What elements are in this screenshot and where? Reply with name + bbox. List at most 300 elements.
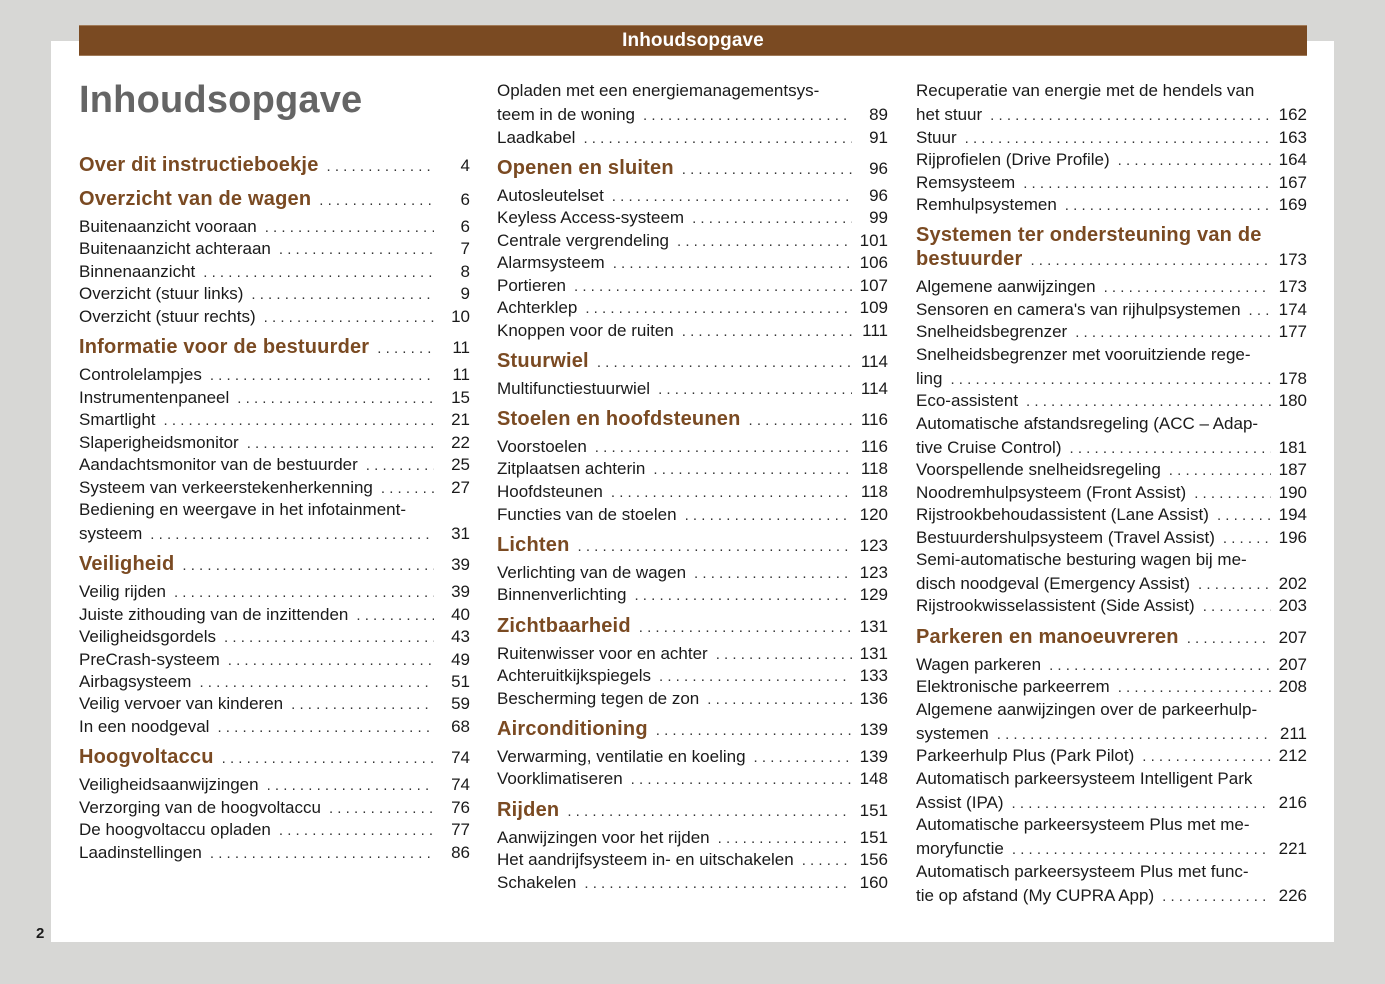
toc-page-number[interactable]: 163 <box>1278 128 1307 147</box>
toc-entry-text[interactable]: tie op afstand (My CUPRA App) <box>916 886 1155 905</box>
toc-entry-text[interactable]: Functies van de stoelen <box>497 505 677 524</box>
toc-entry-text[interactable]: Zitplaatsen achterin <box>497 459 646 478</box>
toc-entry[interactable] <box>79 453 470 476</box>
toc-entry[interactable] <box>79 305 470 328</box>
toc-page-number[interactable]: 96 <box>869 186 888 205</box>
toc-section-heading[interactable] <box>79 551 470 577</box>
toc-entry-text[interactable]: Automatisch parkeersysteem Intelligent Park <box>916 769 1253 788</box>
toc-entry[interactable] <box>497 184 888 207</box>
toc-heading-text[interactable]: Veiligheid <box>79 553 175 575</box>
toc-entry-text[interactable]: Remhulpsystemen <box>916 195 1057 214</box>
toc-page-number[interactable]: 212 <box>1278 746 1307 765</box>
toc-entry[interactable] <box>916 412 1307 459</box>
dot-leader <box>597 350 852 376</box>
toc-section-heading[interactable] <box>79 334 470 360</box>
toc-entry-text[interactable]: Veiligheidsaanwijzingen <box>79 775 259 794</box>
toc-page-number[interactable]: 118 <box>860 482 888 501</box>
toc-page-number[interactable]: 177 <box>1278 322 1307 341</box>
toc-entry-text[interactable]: Binnenverlichting <box>497 585 627 604</box>
toc-page-number[interactable]: 11 <box>452 338 470 357</box>
toc-page-number[interactable]: 114 <box>860 352 888 371</box>
toc-entry-text[interactable]: Wagen parkeren <box>916 655 1042 674</box>
toc-heading-text[interactable]: Stuurwiel <box>497 350 589 372</box>
toc-entry[interactable] <box>79 818 470 841</box>
dot-leader <box>327 154 434 180</box>
toc-page-number[interactable]: 202 <box>1278 574 1307 593</box>
toc-entry-text[interactable]: tive Cruise Control) <box>916 438 1062 457</box>
toc-entry-text[interactable]: Knoppen voor de ruiten <box>497 321 674 340</box>
toc-page-number[interactable]: 120 <box>859 505 888 524</box>
dot-leader <box>574 275 852 298</box>
toc-entry-text[interactable]: Autosleutelset <box>497 186 604 205</box>
toc-page-number[interactable]: 6 <box>460 190 470 209</box>
toc-entry-text[interactable]: Buitenaanzicht vooraan <box>79 217 257 236</box>
toc-section-heading[interactable] <box>79 744 470 770</box>
toc-page-number[interactable]: 43 <box>451 627 470 646</box>
toc-entry-text[interactable]: Laadkabel <box>497 128 576 147</box>
toc-page-number[interactable]: 27 <box>451 478 470 497</box>
toc-page-number[interactable]: 39 <box>451 555 470 574</box>
toc-entry[interactable] <box>79 260 470 283</box>
toc-entry[interactable] <box>916 458 1307 481</box>
toc-entry-text[interactable]: Voorklimatiseren <box>497 769 623 788</box>
toc-entry-text[interactable]: Voorstoelen <box>497 437 587 456</box>
toc-entry-text[interactable]: Bescherming tegen de zon <box>497 689 700 708</box>
toc-entry-text[interactable]: Verzorging van de hoogvoltaccu <box>79 798 321 817</box>
toc-entry-text[interactable]: Remsysteem <box>916 173 1016 192</box>
toc-entry[interactable] <box>79 498 470 545</box>
dot-leader <box>1203 595 1271 618</box>
toc-entry-text[interactable]: Laadinstellingen <box>79 843 202 862</box>
toc-entry-text[interactable]: disch noodgeval (Emergency Assist) <box>916 574 1191 593</box>
page-title: Inhoudsopgave <box>79 79 363 121</box>
toc-entry[interactable] <box>79 648 470 671</box>
toc-heading-text[interactable]: Over dit instructieboekje <box>79 154 319 176</box>
toc-page-number[interactable]: 190 <box>1278 483 1307 502</box>
toc-page-number[interactable]: 25 <box>451 455 470 474</box>
toc-heading-text[interactable]: Lichten <box>497 534 570 556</box>
toc-entry-text[interactable]: Schakelen <box>497 873 577 892</box>
toc-page-number[interactable]: 151 <box>859 828 888 847</box>
toc-entry-text[interactable]: Overzicht (stuur links) <box>79 284 244 303</box>
toc-page-number[interactable]: 178 <box>1278 369 1307 388</box>
dot-leader <box>247 432 434 455</box>
toc-entry[interactable] <box>79 215 470 238</box>
toc-entry[interactable] <box>79 282 470 305</box>
toc-page-number[interactable]: 167 <box>1278 173 1307 192</box>
toc-entry-text[interactable]: Stuur <box>916 128 957 147</box>
dot-leader <box>716 643 852 666</box>
toc-entry[interactable] <box>916 813 1307 860</box>
dot-leader <box>682 320 852 343</box>
toc-entry-text[interactable]: ling <box>916 369 943 388</box>
toc-entry-text[interactable]: Aandachtsmonitor van de bestuurder <box>79 455 358 474</box>
toc-entry-text[interactable]: Rijprofielen (Drive Profile) <box>916 150 1110 169</box>
toc-page-number[interactable]: 180 <box>1278 391 1307 410</box>
toc-page-number[interactable]: 101 <box>859 231 888 250</box>
toc-page-number[interactable]: 111 <box>862 321 888 340</box>
toc-entry[interactable] <box>79 363 470 386</box>
toc-page-number[interactable]: 123 <box>859 563 888 582</box>
toc-section-heading[interactable] <box>79 152 470 178</box>
toc-page-number[interactable]: 9 <box>460 284 470 303</box>
toc-entry[interactable] <box>497 457 888 480</box>
toc-entry-text[interactable]: Eco-assistent <box>916 391 1019 410</box>
toc-page-number[interactable]: 77 <box>451 820 470 839</box>
toc-entry-text[interactable]: Noodremhulpsysteem (Front Assist) <box>916 483 1187 502</box>
dot-leader <box>682 157 852 183</box>
toc-entry-text[interactable]: Juiste zithouding van de inzittenden <box>79 605 349 624</box>
toc-entry-text[interactable]: Algemene aanwijzingen over de parkeerhulp- <box>916 700 1258 719</box>
dot-leader <box>1070 437 1271 460</box>
toc-page-number[interactable]: 123 <box>859 536 888 555</box>
toc-entry[interactable] <box>497 848 888 871</box>
toc-entry[interactable] <box>79 670 470 693</box>
toc-heading-text[interactable]: Parkeren en manoeuvreren <box>916 626 1179 648</box>
toc-entry-text[interactable]: systeem <box>79 524 143 543</box>
toc-entry-text[interactable]: Veiligheidsgordels <box>79 627 217 646</box>
toc-page-number[interactable]: 11 <box>452 365 470 384</box>
toc-page-number[interactable]: 68 <box>451 717 470 736</box>
toc-entry[interactable] <box>916 126 1307 149</box>
toc-entry[interactable] <box>497 229 888 252</box>
toc-entry[interactable] <box>79 773 470 796</box>
toc-entry[interactable] <box>916 275 1307 298</box>
toc-entry[interactable] <box>79 692 470 715</box>
toc-entry[interactable] <box>497 767 888 790</box>
toc-page-number[interactable]: 106 <box>859 253 888 272</box>
toc-entry-text[interactable]: Binnenaanzicht <box>79 262 196 281</box>
toc-page-number[interactable]: 181 <box>1278 438 1307 457</box>
toc-entry[interactable] <box>497 687 888 710</box>
toc-entry-text[interactable]: Verlichting van de wagen <box>497 563 687 582</box>
toc-entry-text[interactable]: Automatische afstandsregeling (ACC – Adap- <box>916 414 1259 433</box>
toc-entry[interactable] <box>497 664 888 687</box>
toc-entry-text[interactable]: Buitenaanzicht achteraan <box>79 239 271 258</box>
toc-page-number[interactable]: 194 <box>1278 505 1307 524</box>
toc-entry[interactable] <box>916 860 1307 907</box>
toc-entry-text[interactable]: Automatisch parkeersysteem Plus met func- <box>916 862 1249 881</box>
toc-page-number[interactable]: 8 <box>460 262 470 281</box>
toc-entry-text[interactable]: Portieren <box>497 276 566 295</box>
toc-page-number[interactable]: 86 <box>451 843 470 862</box>
toc-page-number[interactable]: 116 <box>860 410 888 429</box>
toc-entry[interactable] <box>916 744 1307 767</box>
toc-entry-text[interactable]: Veilig rijden <box>79 582 166 601</box>
toc-entry-text[interactable]: In een noodgeval <box>79 717 210 736</box>
toc-entry-text[interactable]: teem in de woning <box>497 105 635 124</box>
toc-entry[interactable] <box>916 698 1307 745</box>
toc-page-number[interactable]: 96 <box>869 159 888 178</box>
toc-entry[interactable] <box>916 320 1307 343</box>
toc-page-number[interactable]: 173 <box>1278 250 1307 269</box>
toc-entry-text[interactable]: Centrale vergrendeling <box>497 231 669 250</box>
toc-entry[interactable] <box>916 389 1307 412</box>
dot-leader <box>210 842 434 865</box>
toc-entry-text[interactable]: Snelheidsbegrenzer met vooruitziende rege- <box>916 345 1251 364</box>
toc-entry-text[interactable]: PreCrash-systeem <box>79 650 220 669</box>
toc-page-number[interactable]: 216 <box>1278 793 1307 812</box>
toc-page-number[interactable]: 174 <box>1278 300 1307 319</box>
toc-heading-text[interactable]: Zichtbaarheid <box>497 615 631 637</box>
toc-entry[interactable] <box>79 476 470 499</box>
toc-entry[interactable] <box>916 171 1307 194</box>
toc-heading-text[interactable]: Overzicht van de wagen <box>79 188 312 210</box>
toc-section-heading[interactable] <box>497 348 888 374</box>
toc-entry-text[interactable]: Verwarming, ventilatie en koeling <box>497 747 746 766</box>
toc-entry-text[interactable]: Assist (IPA) <box>916 793 1004 812</box>
dot-leader <box>267 774 434 797</box>
toc-page-number[interactable]: 6 <box>460 217 470 236</box>
toc-page-number[interactable]: 114 <box>860 379 888 398</box>
toc-entry[interactable] <box>497 826 888 849</box>
toc-entry-text[interactable]: Rijstrookwisselassistent (Side Assist) <box>916 596 1195 615</box>
toc-entry[interactable] <box>916 548 1307 595</box>
toc-entry-text[interactable]: Opladen met een energiemanagementsys- <box>497 81 820 100</box>
toc-section-heading[interactable] <box>497 613 888 639</box>
toc-entry[interactable] <box>497 561 888 584</box>
toc-page-number[interactable]: 208 <box>1278 677 1307 696</box>
dot-leader <box>707 688 851 711</box>
toc-entry-text[interactable]: het stuur <box>916 105 983 124</box>
toc-entry[interactable] <box>79 408 470 431</box>
toc-entry[interactable] <box>497 871 888 894</box>
dot-leader <box>150 523 434 546</box>
toc-page-number[interactable]: 133 <box>859 666 888 685</box>
toc-entry[interactable] <box>79 841 470 864</box>
dot-leader <box>639 615 852 641</box>
dot-leader <box>1198 573 1271 596</box>
toc-section-heading[interactable] <box>79 186 470 212</box>
toc-entry-text[interactable]: Veilig vervoer van kinderen <box>79 694 284 713</box>
toc-section-heading[interactable] <box>497 716 888 742</box>
toc-page-number[interactable]: 221 <box>1278 839 1307 858</box>
dot-leader <box>613 252 852 275</box>
toc-entry-text[interactable]: systemen <box>916 724 989 743</box>
toc-entry-text[interactable]: Aanwijzingen voor het rijden <box>497 828 710 847</box>
toc-entry[interactable] <box>497 642 888 665</box>
toc-entry-text[interactable]: Hoofdsteunen <box>497 482 603 501</box>
toc-page-number[interactable]: 173 <box>1278 277 1307 296</box>
toc-page-number[interactable]: 22 <box>451 433 470 452</box>
toc-heading-text[interactable]: Hoogvoltaccu <box>79 746 214 768</box>
toc-entry[interactable] <box>497 206 888 229</box>
toc-section-heading[interactable] <box>497 797 888 823</box>
toc-page-number[interactable]: 118 <box>860 459 888 478</box>
toc-entry-text[interactable]: Multifunctiestuurwiel <box>497 379 651 398</box>
toc-section-heading[interactable] <box>916 222 1307 272</box>
dot-leader <box>1118 676 1271 699</box>
toc-entry-text[interactable]: Controlelampjes <box>79 365 202 384</box>
toc-entry-text[interactable]: Semi-automatische besturing wagen bij me- <box>916 550 1247 569</box>
toc-entry[interactable] <box>497 251 888 274</box>
toc-entry[interactable] <box>79 580 470 603</box>
toc-entry[interactable] <box>497 480 888 503</box>
toc-entry[interactable] <box>497 377 888 400</box>
toc-page-number[interactable]: 99 <box>869 208 888 227</box>
toc-page-number[interactable]: 51 <box>451 672 470 691</box>
dot-leader <box>749 408 853 434</box>
toc-entry-text[interactable]: De hoogvoltaccu opladen <box>79 820 271 839</box>
toc-entry-text[interactable]: Het aandrijfsysteem in- en uitschakelen <box>497 850 794 869</box>
toc-page-number[interactable]: 187 <box>1278 460 1307 479</box>
toc-entry-text[interactable]: Keyless Access-systeem <box>497 208 685 227</box>
toc-page-number[interactable]: 156 <box>859 850 888 869</box>
dot-leader <box>1012 838 1271 861</box>
toc-entry-text[interactable]: Systeem van verkeerstekenherkenning <box>79 478 373 497</box>
toc-entry-text[interactable]: Instrumentenpaneel <box>79 388 230 407</box>
toc-entry[interactable] <box>79 603 470 626</box>
toc-page-number[interactable]: 74 <box>451 775 470 794</box>
toc-entry[interactable] <box>497 435 888 458</box>
toc-page-number[interactable]: 226 <box>1278 886 1307 905</box>
toc-entry-text[interactable]: Overzicht (stuur rechts) <box>79 307 256 326</box>
toc-section-heading[interactable] <box>497 155 888 181</box>
dot-leader <box>222 746 434 772</box>
toc-page-number[interactable]: 59 <box>451 694 470 713</box>
toc-entry[interactable] <box>916 653 1307 676</box>
toc-entry-text[interactable]: Voorspellende snelheidsregeling <box>916 460 1161 479</box>
toc-entry[interactable] <box>916 343 1307 390</box>
toc-page-number[interactable]: 196 <box>1278 528 1307 547</box>
toc-page-number[interactable]: 21 <box>451 410 470 429</box>
toc-entry[interactable] <box>916 193 1307 216</box>
toc-entry[interactable] <box>916 298 1307 321</box>
toc-entry[interactable] <box>916 481 1307 504</box>
toc-page-number[interactable]: 89 <box>869 105 888 124</box>
toc-section-heading[interactable] <box>497 532 888 558</box>
toc-entry-text[interactable]: Elektronische parkeerrem <box>916 677 1110 696</box>
toc-page-number[interactable]: 162 <box>1278 105 1307 124</box>
toc-entry-text[interactable]: Automatische parkeersysteem Plus met me- <box>916 815 1250 834</box>
toc-page-number[interactable]: 207 <box>1278 628 1307 647</box>
toc-page-number[interactable]: 40 <box>451 605 470 624</box>
toc-page-number[interactable]: 129 <box>859 585 888 604</box>
toc-page-number[interactable]: 31 <box>451 524 470 543</box>
toc-entry[interactable] <box>497 79 888 126</box>
dot-leader <box>1162 885 1271 908</box>
toc-entry[interactable] <box>497 745 888 768</box>
toc-entry[interactable] <box>497 503 888 526</box>
toc-page-number[interactable]: 203 <box>1278 596 1307 615</box>
toc-entry[interactable] <box>916 503 1307 526</box>
toc-entry-text[interactable]: Sensoren en camera's van rijhulpsystemen <box>916 300 1241 319</box>
dot-leader <box>567 799 851 825</box>
toc-entry[interactable] <box>916 79 1307 126</box>
toc-page-number[interactable]: 207 <box>1278 655 1307 674</box>
toc-entry-text[interactable]: Bestuurdershulpsysteem (Travel Assist) <box>916 528 1215 547</box>
toc-page-number[interactable]: 76 <box>451 798 470 817</box>
dot-leader <box>802 849 852 872</box>
toc-page-number[interactable]: 15 <box>451 388 470 407</box>
dot-leader <box>182 553 434 579</box>
toc-page-number[interactable]: 74 <box>451 748 470 767</box>
toc-entry-text[interactable]: Achteruitkijkspiegels <box>497 666 652 685</box>
toc-page-number[interactable]: 211 <box>1279 724 1307 743</box>
toc-entry[interactable] <box>79 715 470 738</box>
toc-entry-text[interactable]: Slaperigheidsmonitor <box>79 433 239 452</box>
toc-entry[interactable] <box>497 126 888 149</box>
toc-entry-text[interactable]: Airbagsysteem <box>79 672 192 691</box>
dot-leader <box>1118 149 1271 172</box>
toc-entry[interactable] <box>497 583 888 606</box>
toc-page-number[interactable]: 107 <box>859 276 888 295</box>
toc-page-number[interactable]: 39 <box>451 582 470 601</box>
toc-page-number[interactable]: 49 <box>451 650 470 669</box>
dot-leader <box>291 693 434 716</box>
toc-entry-text[interactable]: moryfunctie <box>916 839 1004 858</box>
toc-section-heading[interactable] <box>916 624 1307 650</box>
toc-heading-text[interactable]: Systemen ter ondersteuning van de <box>916 224 1262 246</box>
toc-entry[interactable] <box>497 319 888 342</box>
toc-entry[interactable] <box>916 767 1307 814</box>
toc-page-number[interactable]: 139 <box>859 720 888 739</box>
toc-entry-text[interactable]: Alarmsysteem <box>497 253 605 272</box>
dot-leader <box>237 387 434 410</box>
toc-entry-text[interactable]: Parkeerhulp Plus (Park Pilot) <box>916 746 1135 765</box>
toc-page-number[interactable]: 160 <box>859 873 888 892</box>
toc-entry[interactable] <box>79 237 470 260</box>
toc-entry-text[interactable]: Snelheidsbegrenzer <box>916 322 1068 341</box>
toc-page-number[interactable]: 151 <box>859 801 888 820</box>
toc-page-number[interactable]: 109 <box>859 298 888 317</box>
dot-leader <box>377 336 434 362</box>
toc-entry-text[interactable]: Rijstrookbehoudassistent (Lane Assist) <box>916 505 1209 524</box>
toc-heading-text[interactable]: bestuurder <box>916 248 1023 270</box>
toc-page-number[interactable]: 169 <box>1278 195 1307 214</box>
dot-leader <box>265 216 434 239</box>
toc-heading-text[interactable]: Rijden <box>497 799 560 821</box>
toc-entry-text[interactable]: Achterklep <box>497 298 578 317</box>
toc-heading-text[interactable]: Openen en sluiten <box>497 157 674 179</box>
toc-page-number[interactable]: 7 <box>460 239 470 258</box>
toc-entry-text[interactable]: Bediening en weergave in het infotainment- <box>79 500 406 519</box>
toc-entry[interactable] <box>916 675 1307 698</box>
toc-entry[interactable] <box>79 796 470 819</box>
toc-entry-text[interactable]: Smartlight <box>79 410 156 429</box>
toc-entry[interactable] <box>497 296 888 319</box>
toc-page-number[interactable]: 116 <box>860 437 888 456</box>
toc-section-heading[interactable] <box>497 406 888 432</box>
toc-entry[interactable] <box>916 594 1307 617</box>
toc-entry-text[interactable]: Recuperatie van energie met de hendels van <box>916 81 1255 100</box>
toc-page-number[interactable]: 4 <box>460 156 470 175</box>
toc-heading-text[interactable]: Stoelen en hoofdsteunen <box>497 408 741 430</box>
toc-page-number[interactable]: 136 <box>859 689 888 708</box>
toc-entry[interactable] <box>79 431 470 454</box>
toc-page-number[interactable]: 164 <box>1278 150 1307 169</box>
toc-entry[interactable] <box>916 148 1307 171</box>
toc-page-number[interactable]: 139 <box>859 747 888 766</box>
toc-entry[interactable] <box>79 386 470 409</box>
dot-leader <box>585 297 851 320</box>
toc-heading-text[interactable]: Airconditioning <box>497 718 648 740</box>
toc-heading-text[interactable]: Informatie voor de bestuurder <box>79 336 370 358</box>
toc-entry[interactable] <box>79 625 470 648</box>
toc-entry-text[interactable]: Ruitenwisser voor en achter <box>497 644 708 663</box>
toc-entry[interactable] <box>497 274 888 297</box>
toc-page-number[interactable]: 131 <box>859 617 888 636</box>
dot-leader <box>1065 194 1271 217</box>
toc-page-number[interactable]: 10 <box>451 307 470 326</box>
toc-page-number[interactable]: 131 <box>859 644 888 663</box>
toc-entry-text[interactable]: Algemene aanwijzingen <box>916 277 1096 296</box>
running-header <box>79 25 1307 56</box>
dot-leader <box>653 458 852 481</box>
toc-page-number[interactable]: 91 <box>869 128 888 147</box>
toc-page-number[interactable]: 148 <box>859 769 888 788</box>
toc-entry[interactable] <box>916 526 1307 549</box>
